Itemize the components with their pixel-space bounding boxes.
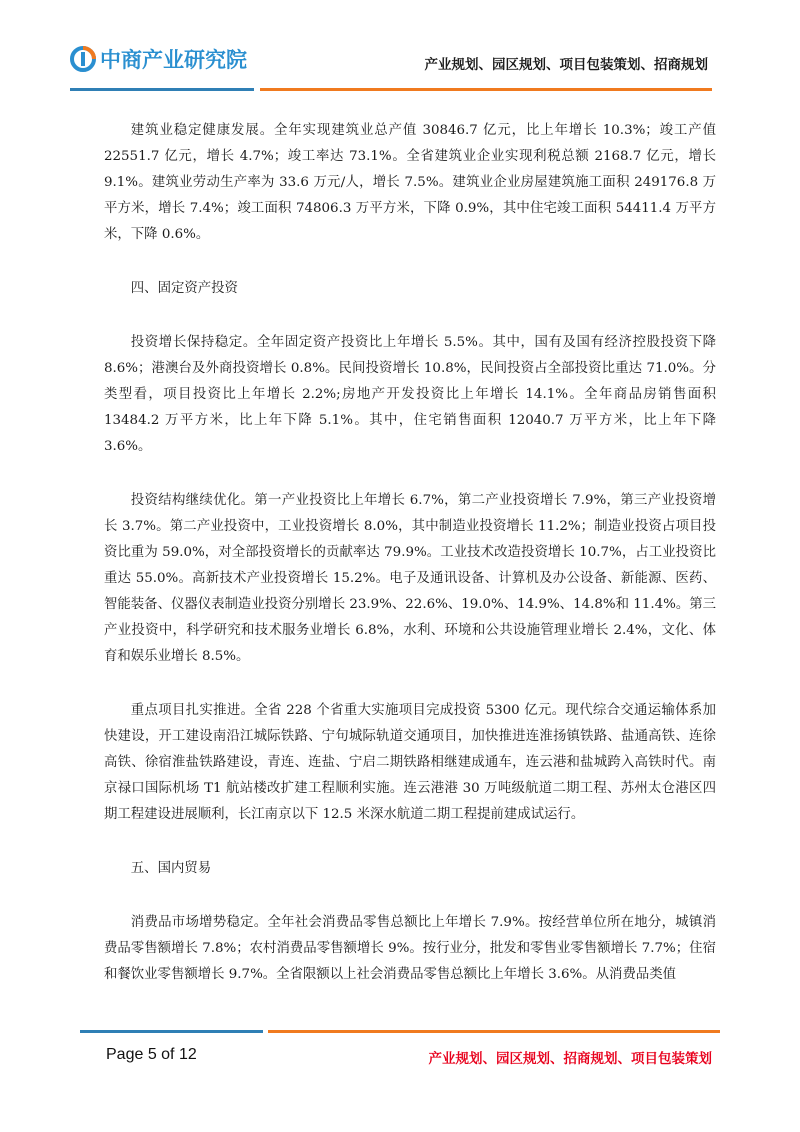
page-number: Page 5 of 12 bbox=[106, 1046, 197, 1063]
header-rule-blue bbox=[70, 88, 254, 91]
paragraph-investment-growth: 投资增长保持稳定。全年固定资产投资比上年增长 5.5%。其中，国有及国有经济控股投资下降 8.6%；港澳台及外商投资增长 0.8%。民间投资增长 10.8%，民间投资占全部投资比重达 71.0%。分类型看，项目投资比上年增长 2.2%;房地产开发投资比上年增长 14.1%。全年商品房销售面积 13484.2 万平方米，比上年下降 5.1%。其中，住宅销售面积 12040.7 万平方米，比上年下降 3.6%。 bbox=[104, 335, 716, 454]
paragraph-construction: 建筑业稳定健康发展。全年实现建筑业总产值 30846.7 亿元，比上年增长 10.3%；竣工产值 22551.7 亿元，增长 4.7%；竣工率达 73.1%。全省建筑业企业实现利税总额 2168.7 亿元，增长 9.1%。建筑业劳动生产率为 33.6 万元/人，增长 7.5%。建筑业企业房屋建筑施工面积 249176.8 万平方米，增长 7.4%；竣工面积 74806.3 万平方米，下降 0.9%，其中住宅竣工面积 54411.4 万平方米，下降 0.6%。 bbox=[104, 123, 716, 242]
section-heading-domestic-trade: 五、国内贸易 bbox=[130, 861, 212, 876]
logo bbox=[70, 44, 247, 74]
header-tagline: 产业规划、园区规划、项目包装策划、招商规划 bbox=[424, 57, 708, 73]
logo-icon bbox=[70, 46, 96, 72]
document-body bbox=[104, 118, 716, 1016]
page-header bbox=[0, 0, 800, 100]
paragraph-key-projects: 重点项目扎实推进。全省 228 个省重大实施项目完成投资 5300 亿元。现代综合交通运输体系加快建设，开工建设南沿江城际铁路、宁句城际轨道交通项目，加快推进连淮扬镇铁路、盐通高铁、连徐高铁、徐宿淮盐铁路建设，青连、连盐、宁启二期铁路相继建成通车，连云港和盐城跨入高铁时代。南京禄口国际机场 T1 航站楼改扩建工程顺利实施。连云港港 30 万吨级航道二期工程、苏州太仓港区四期工程建设进展顺利，长江南京以下 12.5 米深水航道二期工程提前建成试运行。 bbox=[104, 703, 716, 822]
logo-text: 中商产业研究院 bbox=[100, 48, 247, 72]
section-heading-fixed-asset-investment: 四、固定资产投资 bbox=[130, 281, 238, 296]
footer-rule-orange bbox=[268, 1030, 720, 1033]
paragraph-investment-structure: 投资结构继续优化。第一产业投资比上年增长 6.7%，第二产业投资增长 7.9%，第三产业投资增长 3.7%。第二产业投资中，工业投资增长 8.0%，其中制造业投资增长 11.2%；制造业投资占项目投资比重为 59.0%，对全部投资增长的贡献率达 79.9%。工业技术改造投资增长 10.7%，占工业投资比重达 55.0%。高新技术产业投资增长 15.2%。电子及通讯设备、计算机及办公设备、新能源、医药、智能装备、仪器仪表制造业投资分别增长 23.9%、22.6%、19.0%、14.9%、14.8%和 11.4%。第三产业投资中，科学研究和技术服务业增长 6.8%，水利、环境和公共设施管理业增长 2.4%，文化、体育和娱乐业增长 8.5%。 bbox=[104, 493, 716, 664]
paragraph-consumer-market: 消费品市场增势稳定。全年社会消费品零售总额比上年增长 7.9%。按经营单位所在地分，城镇消费品零售额增长 7.8%；农村消费品零售额增长 9%。按行业分，批发和零售业零售额增长 7.7%；住宿和餐饮业零售额增长 9.7%。全省限额以上社会消费品零售总额比上年增长 3.6%。从消费品类值 bbox=[104, 915, 716, 982]
header-rule-orange bbox=[260, 88, 712, 91]
footer-tagline: 产业规划、园区规划、招商规划、项目包装策划 bbox=[428, 1051, 712, 1067]
footer-rule-blue bbox=[80, 1030, 263, 1033]
